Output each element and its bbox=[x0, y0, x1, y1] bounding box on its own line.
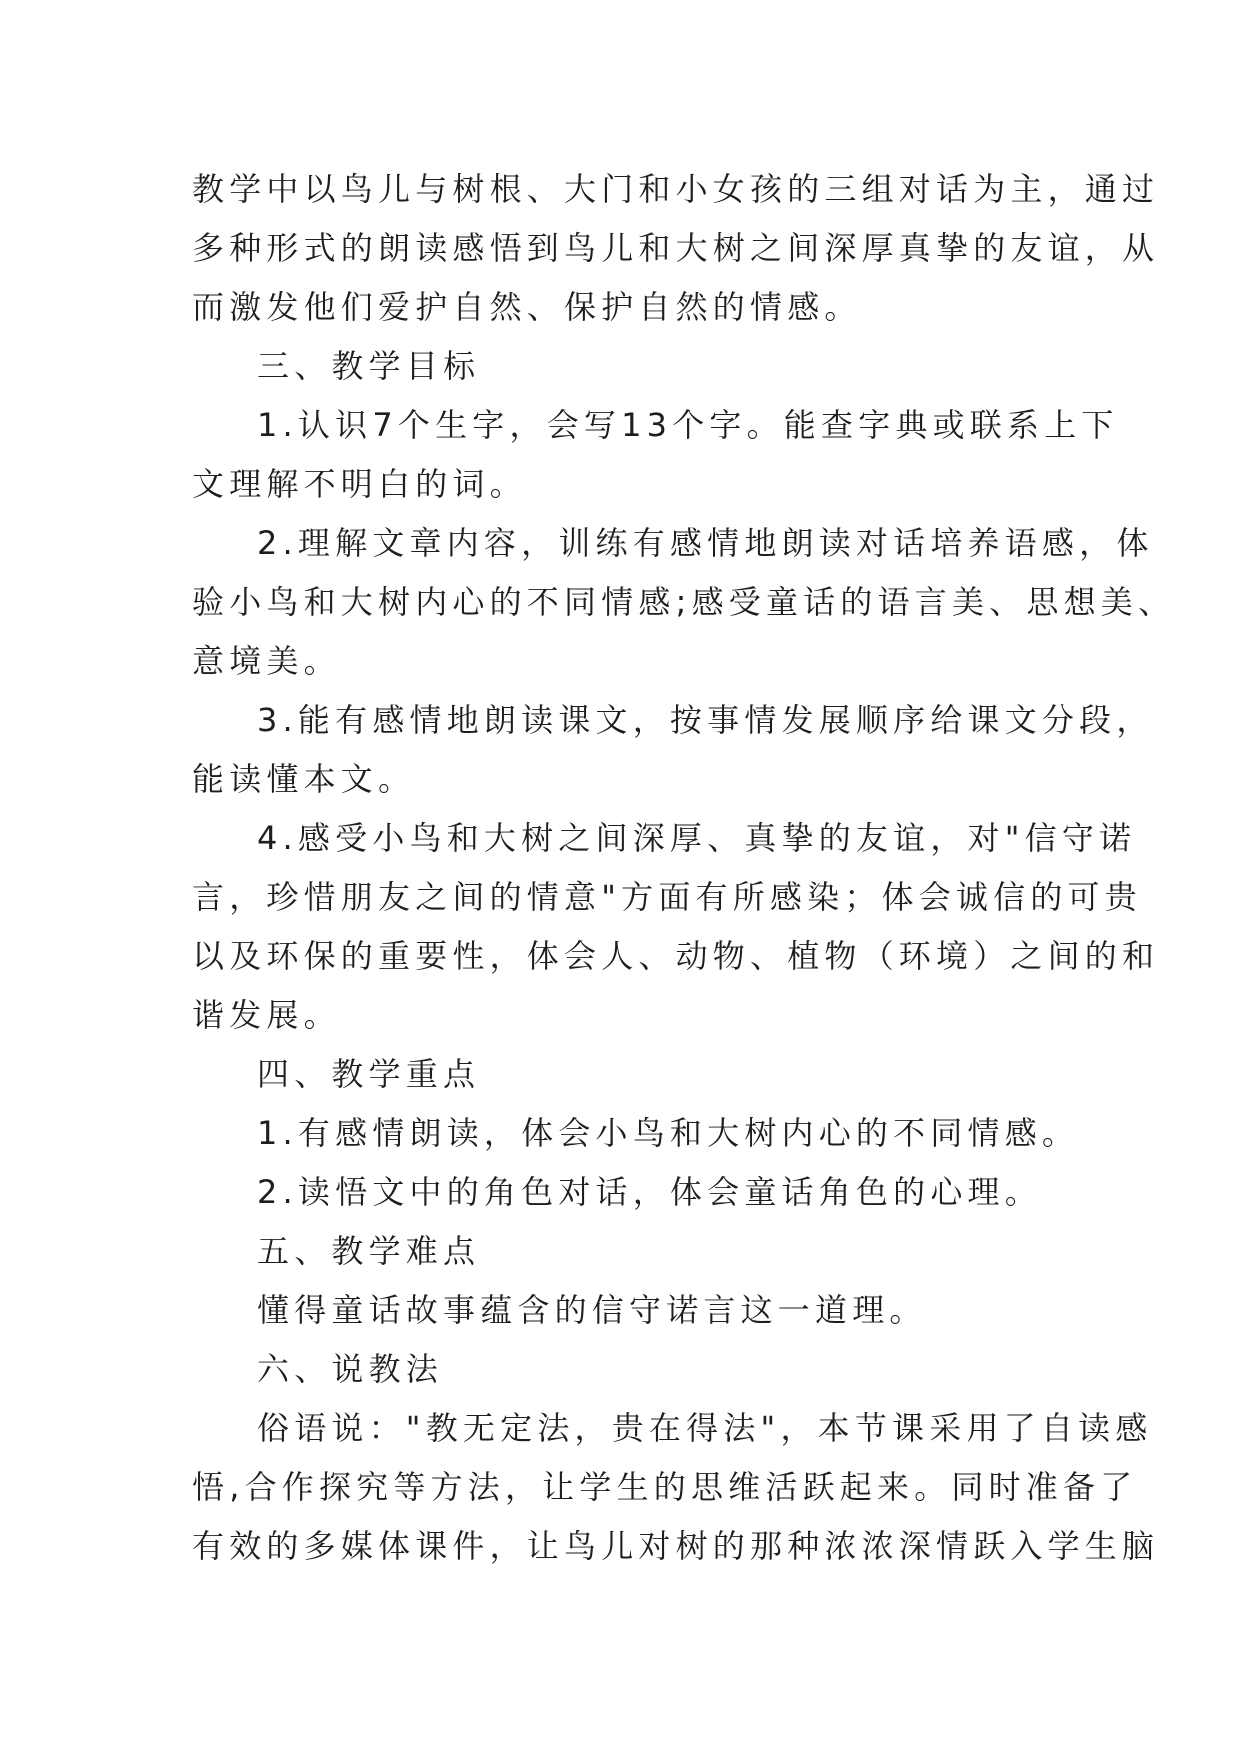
section-heading: 三、教学目标 bbox=[257, 347, 481, 385]
document-body bbox=[192, 160, 1176, 1576]
paragraph-line: 有效的多媒体课件，让鸟儿对树的那种浓浓深情跃入学生脑 bbox=[192, 1527, 1160, 1565]
paragraph-line: 俗语说："教无定法，贵在得法"，本节课采用了自读感 bbox=[257, 1409, 1153, 1447]
paragraph-line: 1.有感情朗读，体会小鸟和大树内心的不同情感。 bbox=[257, 1114, 1080, 1152]
paragraph-line: 多种形式的朗读感悟到鸟儿和大树之间深厚真挚的友谊，从 bbox=[192, 229, 1160, 267]
paragraph-line: 懂得童话故事蕴含的信守诺言这一道理。 bbox=[257, 1291, 927, 1329]
paragraph-line: 以及环保的重要性，体会人、动物、植物（环境）之间的和 bbox=[192, 937, 1160, 975]
section-heading: 六、说教法 bbox=[257, 1350, 444, 1388]
section-heading: 四、教学重点 bbox=[257, 1055, 481, 1093]
paragraph-line: 2.读悟文中的角色对话，体会童话角色的心理。 bbox=[257, 1173, 1042, 1211]
section-heading: 五、教学难点 bbox=[257, 1232, 481, 1270]
paragraph-line: 意境美。 bbox=[192, 642, 341, 680]
paragraph-line: 教学中以鸟儿与树根、大门和小女孩的三组对话为主，通过 bbox=[192, 170, 1160, 208]
paragraph-line: 能读懂本文。 bbox=[192, 760, 416, 798]
paragraph-line: 而激发他们爱护自然、保护自然的情感。 bbox=[192, 288, 862, 326]
paragraph-line: 3.能有感情地朗读课文，按事情发展顺序给课文分段， bbox=[257, 701, 1154, 739]
paragraph-line: 4.感受小鸟和大树之间深厚、真挚的友谊，对"信守诺 bbox=[257, 819, 1137, 857]
paragraph-line: 验小鸟和大树内心的不同情感;感受童话的语言美、思想美、 bbox=[192, 583, 1176, 621]
paragraph-line: 文理解不明白的词。 bbox=[192, 465, 527, 503]
paragraph-line: 谐发展。 bbox=[192, 996, 341, 1034]
paragraph-line: 2.理解文章内容，训练有感情地朗读对话培养语感，体 bbox=[257, 524, 1154, 562]
paragraph-line: 言，珍惜朋友之间的情意"方面有所感染；体会诚信的可贵 bbox=[192, 878, 1142, 916]
paragraph-line: 1.认识7个生字，会写13个字。能查字典或联系上下 bbox=[257, 406, 1119, 444]
paragraph-line: 悟,合作探究等方法，让学生的思维活跃起来。同时准备了 bbox=[192, 1468, 1138, 1506]
